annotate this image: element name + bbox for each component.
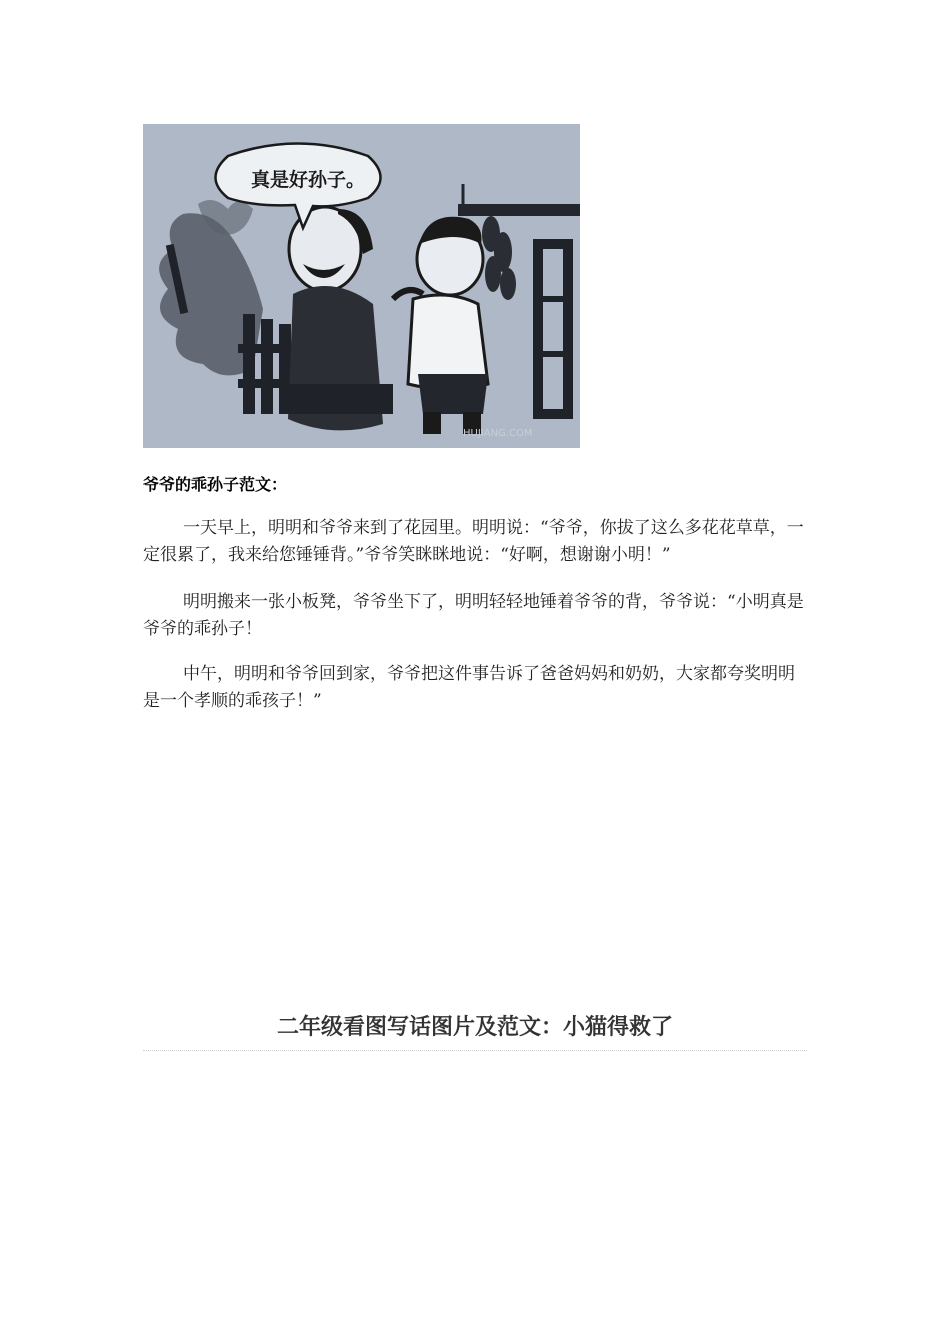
next-article-title: 二年级看图写话图片及范文：小猫得救了 [276, 1015, 673, 1040]
speech-bubble-text: 真是好孙子。 [251, 169, 366, 191]
essay-paragraph-1: 一天早上，明明和爷爷来到了花园里。明明说：“爷爷，你拔了这么多花花草草，一定很累了，我来给您锤锤背。”爷爷笑眯眯地说：“好啊，想谢谢小明！” [143, 518, 804, 565]
essay-paragraph-3: 中午，明明和爷爷回到家，爷爷把这件事告诉了爸爸妈妈和奶奶，大家都夸奖明明是一个孝顺的乖孩子！” [143, 664, 795, 711]
watermark-text: HUJIANG.COM [463, 428, 533, 439]
section-divider [143, 1050, 807, 1051]
cartoon-drawing [143, 124, 580, 448]
illustration-image [143, 124, 580, 448]
essay-paragraph-2: 明明搬来一张小板凳，爷爷坐下了，明明轻轻地锤着爷爷的背，爷爷说：“小明真是爷爷的乖孙子！ [143, 592, 804, 639]
essay-title: 爷爷的乖孙子范文： [143, 475, 288, 494]
